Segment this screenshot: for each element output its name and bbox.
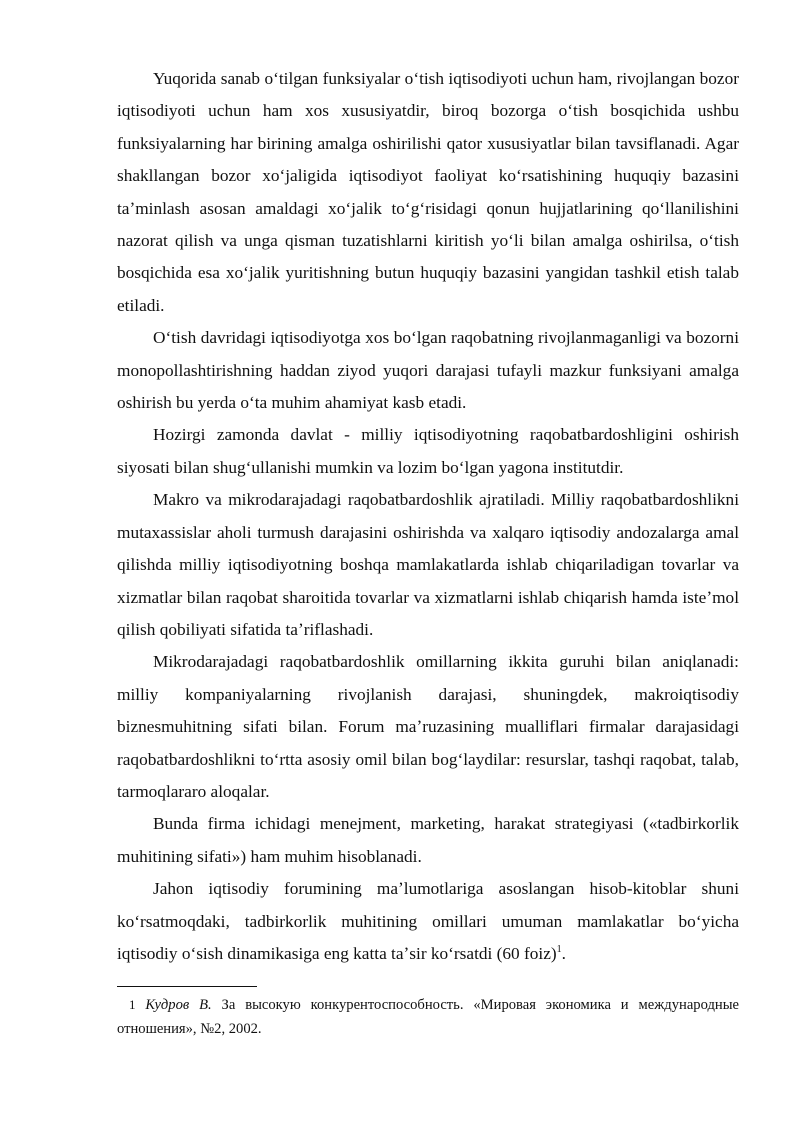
footnote-reference: 1	[556, 944, 562, 956]
paragraph-4: Makro va mikrodarajadagi raqobatbardoshlik ajratiladi. Milliy raqobatbardoshlikni mutaxassislar aholi turmush darajasini oshirishda va xalqaro iqtisodiy andozalarga amal qilishda milliy iqtisodiyotning boshqa mamlakatlarda ishlab chiqariladigan tovarlar va xizmatlar bilan raqobat sharoitida tovarlar va xizmatlarni ishlab chiqarish hamda isteʼmol qilish qobiliyati sifatida taʼriflashadi.	[117, 490, 739, 639]
document-page	[117, 63, 739, 1041]
footnote	[117, 993, 739, 1041]
paragraph-7	[117, 873, 739, 970]
paragraph-3: Hozirgi zamonda davlat - milliy iqtisodiyotning raqobatbardoshligini oshirish siyosati bilan shugʻullanishi mumkin va lozim boʻlgan yagona institutdir.	[117, 425, 739, 477]
footnote-author: Кудров В.	[145, 997, 212, 1014]
paragraph-1: Yuqorida sanab oʻtilgan funksiyalar oʻtish iqtisodiyoti uchun ham, rivojlangan bozor iqtisodiyoti uchun ham xos xususiyatdir, biroq bozorga oʻtish bosqichida ushbu funksiyalarning har birining amalga oshirilishi qator xususiyatlar bilan tavsiflanadi. Agar shakllangan bozor xoʻjaligida iqtisodiyot faoliyat koʻrsatishining huquqiy bazasini taʼminlash asosan amaldagi xoʻjalik toʻgʻrisidagi qonun hujjatlarining qoʻllanilishini nazorat qilish va unga qisman tuzatishlarni kiritish yoʻli bilan amalga oshirilsa, oʻtish bosqichida esa xoʻjalik yuritishning butun huquqiy bazasini yangidan tashkil etish talab etiladi.	[117, 69, 739, 315]
paragraph-6: Bunda firma ichidagi menejment, marketing, harakat strategiyasi («tadbirkorlik muhitining sifati») ham muhim hisoblanadi.	[117, 814, 739, 866]
paragraph-2: Oʻtish davridagi iqtisodiyotga xos boʻlgan raqobatning rivojlanmaganligi va bozorni monopollashtirishning haddan ziyod yuqori darajasi tufayli mazkur funksiyani amalga oshirish bu yerda oʻta muhim ahamiyat kasb etadi.	[117, 328, 739, 413]
paragraph-7-end: .	[561, 943, 566, 963]
paragraph-5: Mikrodarajadagi raqobatbardoshlik omillarning ikkita guruhi bilan aniqlanadi: milliy kompaniyalarning rivojlanish darajasi, shuningdek, makroiqtisodiy biznesmuhitning sifati bilan. Forum maʼruzasining mualliflari firmalar darajasidagi raqobatbardoshlikni toʻrtta asosiy omil bilan bogʻlaydilar: resurslar, tashqi raqobat, talab, tarmoqlararo aloqalar.	[117, 652, 739, 801]
footnote-text: За высокую конкурентоспособность. «Мировая экономика и международные отношения», №2, 2002.	[117, 997, 739, 1038]
paragraph-7-text: Jahon iqtisodiy forumining maʼlumotlariga asoslangan hisob-kitoblar shuni koʻrsatmoqdaki, tadbirkorlik muhitining omillari umuman mamlakatlar boʻyicha iqtisodiy oʻsish dinamikasiga eng katta taʼsir koʻrsatdi (60 foiz)	[117, 879, 739, 963]
footnote-number: 1	[129, 997, 136, 1013]
footnote-separator	[117, 986, 257, 987]
